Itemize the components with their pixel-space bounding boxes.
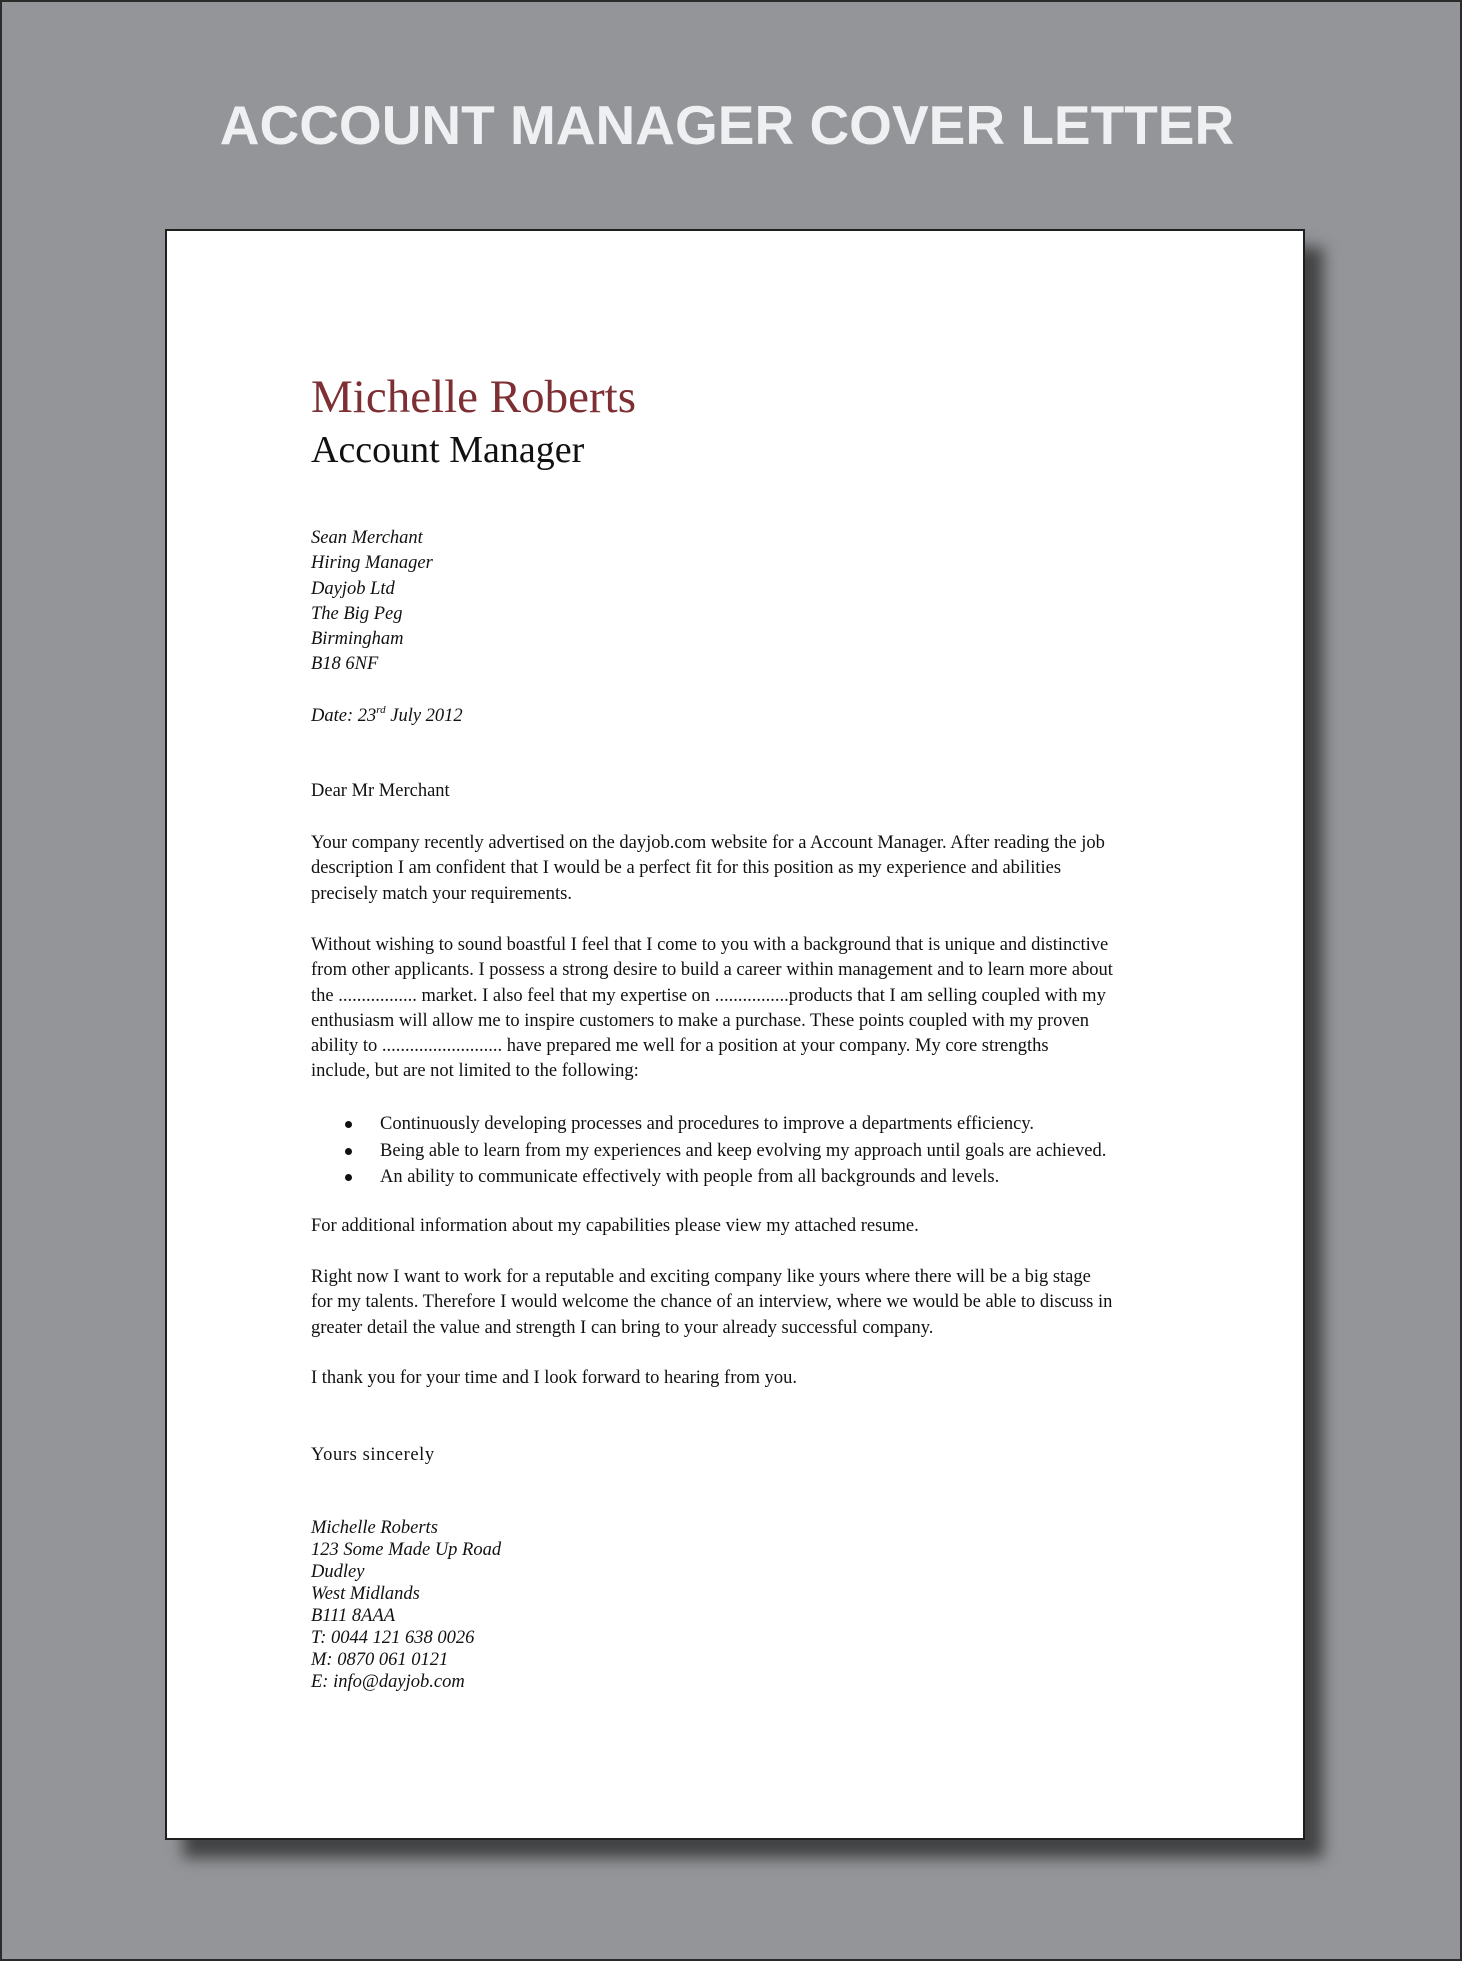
signature-block (311, 1517, 501, 1693)
paragraph-line: from other applicants. I possess a strong desire to build a career within management and to learn more about (311, 960, 1113, 981)
paragraph-line: Your company recently advertised on the dayjob.com website for a Account Manager. After reading the job (311, 833, 1105, 853)
letter-page (165, 229, 1305, 1840)
recipient-line: The Big Peg (311, 603, 403, 624)
letter-date (311, 703, 463, 729)
salutation (311, 779, 1191, 804)
date-ordinal: rd (376, 704, 386, 716)
paragraph-line: description I am confident that I would be a perfect fit for this position as my experience and abilities (311, 858, 1062, 879)
list-item-text: Being able to learn from my experiences and keep evolving my approach until goals are achieved. (380, 1140, 1107, 1161)
paragraph-line: enthusiasm will allow me to inspire customers to make a purchase. These points coupled with my proven (311, 1010, 1090, 1031)
paragraph-line: Right now I want to work for a reputable and exciting company like yours where there will be a big stage (311, 1267, 1091, 1287)
date-rest: July 2012 (385, 706, 463, 726)
signature-line: Dudley (311, 1562, 365, 1582)
paragraph-resume (311, 1214, 1191, 1239)
paragraph-interview (311, 1265, 1191, 1341)
recipient-line: Hiring Manager (311, 553, 433, 574)
signature-line: M: 0870 061 0121 (311, 1650, 449, 1670)
recipient-address (311, 526, 433, 678)
paragraph-intro (311, 831, 1191, 907)
sender-name: Michelle Roberts (311, 371, 637, 423)
signature-line: Michelle Roberts (311, 1518, 438, 1538)
paragraph-line: the ................. market. I also feel that my expertise on ................products that I am selling coupled with my (311, 985, 1106, 1006)
recipient-line: B18 6NF (311, 654, 379, 675)
list-item-text: Continuously developing processes and procedures to improve a departments efficiency. (380, 1114, 1034, 1134)
strengths-list (311, 1111, 1191, 1191)
paragraph-line: ability to .......................... have prepared me well for a position at your company. My core strengths (311, 1036, 1049, 1057)
date-prefix: Date: 23 (311, 706, 377, 726)
recipient-line: Dayjob Ltd (311, 578, 395, 599)
bullet-icon (345, 1148, 352, 1155)
salutation-text: Dear Mr Merchant (311, 781, 450, 801)
paragraph-line: For additional information about my capabilities please view my attached resume. (311, 1216, 919, 1236)
bullet-icon (345, 1174, 352, 1181)
paragraph-line: greater detail the value and strength I can bring to your already successful company. (311, 1317, 934, 1338)
closing: Yours sincerely (311, 1445, 435, 1465)
list-item (311, 1111, 1191, 1138)
paragraph-line: precisely match your requirements. (311, 883, 572, 904)
signature-line: T: 0044 121 638 0026 (311, 1628, 475, 1648)
signature-line: E: info@dayjob.com (311, 1672, 465, 1692)
list-item-text: An ability to communicate effectively with people from all backgrounds and levels. (380, 1167, 1000, 1187)
paragraph-line: for my talents. Therefore I would welcome the chance of an interview, where we would be able to discuss in (311, 1292, 1113, 1313)
signature-line: West Midlands (311, 1584, 420, 1604)
bullet-icon (345, 1121, 352, 1128)
paragraph-line: Without wishing to sound boastful I feel that I come to you with a background that is unique and distinctive (311, 935, 1109, 955)
paragraph-line: I thank you for your time and I look forward to hearing from you. (311, 1368, 798, 1388)
banner-title: ACCOUNT MANAGER COVER LETTER (219, 94, 1235, 156)
recipient-line: Birmingham (311, 629, 404, 650)
list-item (311, 1164, 1191, 1191)
list-item (311, 1138, 1191, 1165)
paragraph-thanks (311, 1366, 1191, 1391)
sender-role: Account Manager (311, 429, 585, 471)
paragraph-background (311, 933, 1191, 1085)
paragraph-line: include, but are not limited to the following: (311, 1061, 639, 1082)
signature-line: B111 8AAA (311, 1606, 396, 1626)
recipient-line: Sean Merchant (311, 528, 423, 548)
signature-line: 123 Some Made Up Road (311, 1540, 502, 1560)
